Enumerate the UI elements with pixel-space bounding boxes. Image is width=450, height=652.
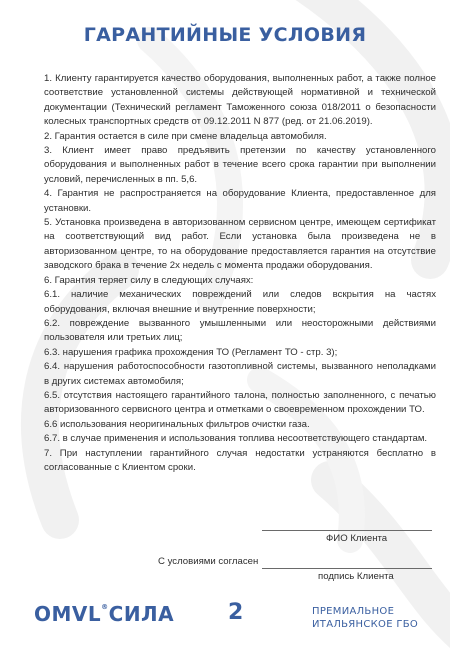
term-6: 6. Гарантия теряет силу в следующих случаях: [44,274,254,286]
page-title: ГАРАНТИЙНЫЕ УСЛОВИЯ [83,24,367,46]
term-6-1: 6.1. наличие механических повреждений или следов вскрытия на частях оборудования, включая внешние и внутренние поверхности; [44,289,436,315]
term-6-3: 6.3. нарушения графика прохождения ТО (Регламент ТО - стр. 3); [44,346,338,358]
brand-logo [34,602,174,626]
signature-label: подпись Клиента [318,571,394,582]
term-6-4: 6.4. нарушения работоспособности газотопливной системы, вызванного неполадками в других системах автомобиля; [44,361,436,387]
term-7: 7. При наступлении гарантийного случая недостатки устраняются бесплатно в согласованные с Клиентом сроки. [44,447,436,473]
term-5: 5. Установка произведена в авторизованном сервисном центре, имеющем сертификат на соответствующий вид работ. Если установка была произведена не в авторизованном центре, то на оборудование предоставляется гарантия на отсутствие заводского брака в течение 2х недель с момента продажи оборудования. [44,217,436,272]
tagline-line-1: ПРЕМИАЛЬНОЕ [312,606,395,617]
term-6-6: 6.6 использования неоригинальных фильтров очистки газа. [44,418,310,430]
term-3: 3. Клиент имеет право предъявить претензии по качеству установленного оборудования и выполненных работ в течение всего срока гарантии при выполнении условий, перечисленных в пп. 5,6. [44,145,436,185]
fio-line [262,530,432,531]
term-2: 2. Гарантия остается в силе при смене владельца автомобиля. [44,130,327,142]
term-6-7: 6.7. в случае применения и использования топлива несоответствующего стандартам. [44,433,428,445]
tagline-line-2: ИТАЛЬЯНСКОЕ ГБО [312,619,419,630]
logo-text-sila: СИЛА [108,602,175,626]
term-4: 4. Гарантия не распространяется на оборудование Клиента, предоставленное для установки. [44,188,436,214]
term-6-5: 6.5. отсутствия настоящего гарантийного талона, полностью заполненного, с печатью авторизованного сервисного центра и отметками о своевременном прохождении ТО. [44,389,436,416]
logo-text-omvl: OMVL [34,602,102,626]
term-6-2: 6.2. повреждение вызванного умышленными или неосторожными действиями пользователя или третьих лиц; [44,317,436,344]
fio-label: ФИО Клиента [326,533,388,544]
signature-line [262,568,432,569]
warranty-terms [44,72,436,475]
term-1: 1. Клиенту гарантируется качество оборудования, выполненных работ, а также полное соответствие установленной системы действующей нормативной и технической документации (Технический регламент Таможенного союза 018/2011 о безопасности колесных транспортных средств от 09.12.2011 N 877 (ред. от 21.06.2019). [44,73,436,128]
brand-tagline [312,605,442,631]
logo-trademark: ® [101,603,109,611]
page-number: 2 [228,600,244,625]
agree-label: С условиями согласен [158,556,259,567]
